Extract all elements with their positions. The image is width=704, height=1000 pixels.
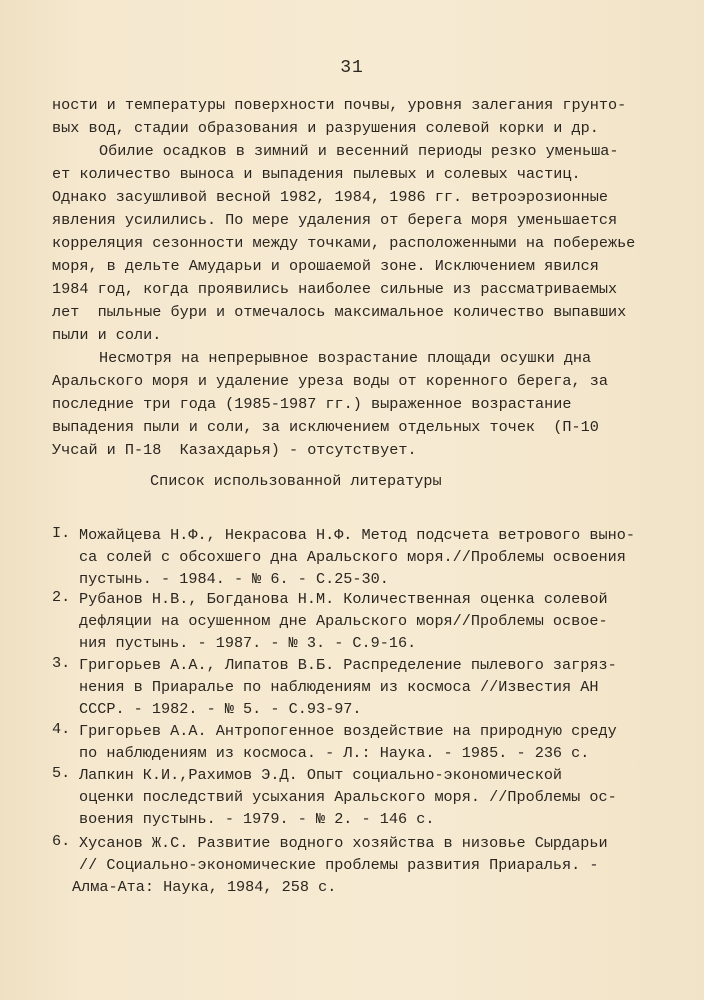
body-line: последние три года (1985-1987 гг.) выраженное возрастание	[52, 395, 572, 413]
body-line: Однако засушливой весной 1982, 1984, 1986 гг. ветроэрозионные	[52, 188, 608, 206]
reference-line: дефляции на осушенном дне Аральского моря//Проблемы освое-	[79, 612, 608, 630]
reference-line: Григорьев А.А., Липатов В.Б. Распределение пылевого загряз-	[79, 656, 617, 674]
reference-line: Алма-Ата: Наука, 1984, 258 с.	[72, 878, 337, 896]
reference-line: Можайцева Н.Ф., Некрасова Н.Ф. Метод подсчета ветрового выно-	[79, 526, 635, 544]
body-line: ет количество выноса и выпадения пылевых и солевых частиц.	[52, 165, 581, 183]
reference-number: 5.	[52, 764, 71, 782]
page-number: 31	[340, 58, 364, 78]
references-heading: Список использованной литературы	[150, 472, 442, 490]
reference-number: 6.	[52, 832, 71, 850]
body-line: моря, в дельте Амударьи и орошаемой зоне. Исключением явился	[52, 257, 599, 275]
reference-line: оценки последствий усыхания Аральского моря. //Проблемы ос-	[79, 788, 617, 806]
body-line: пыли и соли.	[52, 326, 162, 344]
body-line: корреляция сезонности между точками, расположенными на побережье	[52, 234, 636, 252]
reference-line: // Социально-экономические проблемы развития Приаралья. -	[79, 856, 599, 874]
reference-line: пустынь. - 1984. - № 6. - С.25-30.	[79, 570, 389, 588]
body-line: Учсай и П-18 Казахдарья) - отсутствует.	[52, 441, 417, 459]
reference-line: ния пустынь. - 1987. - № 3. - С.9-16.	[79, 634, 417, 652]
reference-line: Григорьев А.А. Антропогенное воздействие на природную среду	[79, 722, 617, 740]
body-line: ности и температуры поверхности почвы, уровня залегания грунто-	[52, 96, 627, 114]
body-line: Несмотря на непрерывное возрастание площади осушки дна	[99, 349, 592, 367]
reference-line: Рубанов Н.В., Богданова Н.М. Количественная оценка солевой	[79, 590, 608, 608]
reference-number: 2.	[52, 588, 71, 606]
body-line: вых вод, стадии образования и разрушения солевой корки и др.	[52, 119, 599, 137]
reference-line: СССР. - 1982. - № 5. - С.93-97.	[79, 700, 362, 718]
reference-number: 4.	[52, 720, 71, 738]
body-line: Аральского моря и удаление уреза воды от коренного берега, за	[52, 372, 608, 390]
body-line: 1984 год, когда проявились наиболее сильные из рассматриваемых	[52, 280, 618, 298]
reference-line: нения в Приаралье по наблюдениям из космоса //Известия АН	[79, 678, 599, 696]
reference-line: Хусанов Ж.С. Развитие водного хозяйства в низовье Сырдарьи	[79, 834, 608, 852]
body-line: выпадения пыли и соли, за исключением отдельных точек (П-10	[52, 418, 599, 436]
body-line: лет пыльные бури и отмечалось максимальное количество выпавших	[52, 303, 627, 321]
reference-line: по наблюдениям из космоса. - Л.: Наука. - 1985. - 236 с.	[79, 744, 590, 762]
reference-line: воения пустынь. - 1979. - № 2. - 146 с.	[79, 810, 435, 828]
reference-number: I.	[52, 524, 71, 542]
reference-number: 3.	[52, 654, 71, 672]
body-line: Обилие осадков в зимний и весенний периоды резко уменьша-	[99, 142, 619, 160]
body-line: явления усилились. По мере удаления от берега моря уменьшается	[52, 211, 618, 229]
reference-line: са солей с обсохшего дна Аральского моря.//Проблемы освоения	[79, 548, 626, 566]
reference-line: Лапкин К.И.,Рахимов Э.Д. Опыт социально-экономической	[79, 766, 563, 784]
